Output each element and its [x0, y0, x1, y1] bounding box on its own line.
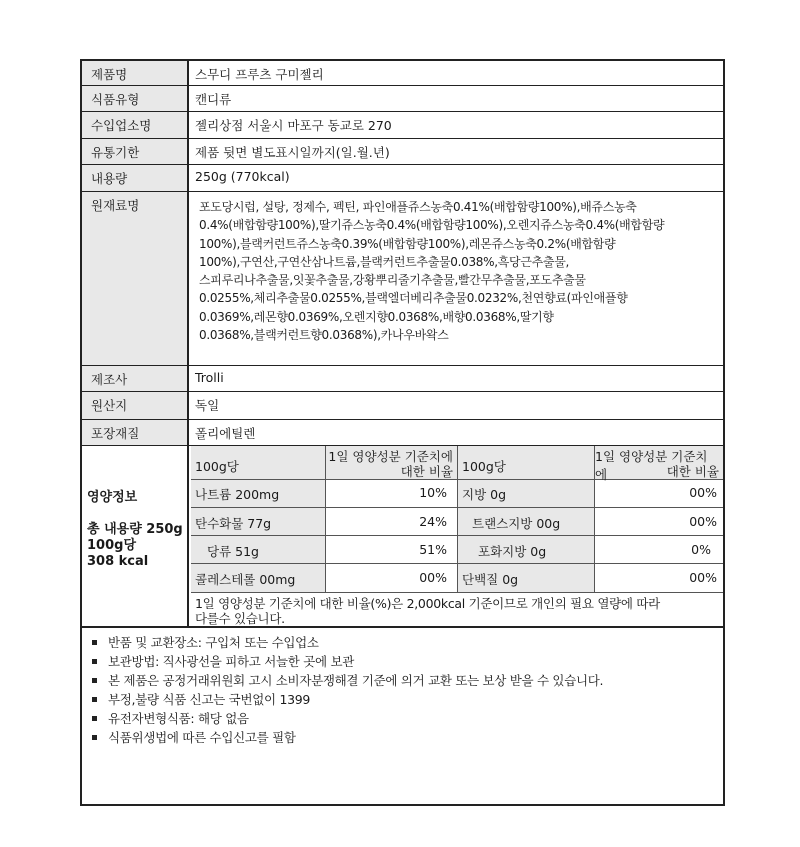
label-packaging: 포장재질 [82, 420, 189, 445]
value-expiry: 제품 뒷면 별도표시일까지(일.월.년) [195, 145, 390, 160]
bullet-icon [92, 659, 97, 664]
ingredients-line: 0.0369%,레몬향0.0369%,오렌지향0.0368%,배향0.0368%,딸기향 [199, 309, 554, 324]
ingredients-line: 100%),구연산,구연산삼나트륨,블랙커런트추출물0.038%,흑당근추출물, [199, 254, 570, 269]
nutrient-name: 탄수화물 77g [191, 508, 326, 536]
value-product-name: 스무디 프루츠 구미젤리 [195, 67, 324, 82]
nutrient-pct: 00% [595, 508, 723, 536]
label-importer: 수입업소명 [82, 112, 189, 138]
nutrition-title: 영양정보 [87, 490, 138, 505]
value-packaging: 폴리에틸렌 [195, 426, 256, 441]
nutrition-total-line: 총 내용량 250g [87, 522, 183, 537]
nutrient-pct: 51% [326, 536, 458, 564]
ingredients-line: 0.4%(배합함량100%),딸기쥬스농축0.4%(배합함량100%),오렌지쥬스농축0.4%(배합함량 [199, 218, 665, 233]
row-net-content [82, 165, 723, 192]
label-product-name: 제품명 [82, 61, 189, 85]
bullet-icon [92, 678, 97, 683]
value-food-type: 캔디류 [195, 92, 232, 107]
nutrition-note-line: 1일 영양성분 기준치에 대한 비율(%)은 2,000kcal 기준이므로 개인의 필요 열량에 따라 [195, 596, 660, 611]
value-manufacturer: Trolli [195, 370, 224, 385]
row-ingredients [82, 192, 723, 366]
ingredients-line: 0.0368%,블랙커런트향0.0368%),카나우바왁스 [199, 328, 449, 343]
notice-item: 본 제품은 공정거래위원회 고시 소비자분쟁해결 기준에 의거 교환 또는 보상 받을 수 있습니다. [82, 671, 723, 690]
bullet-icon [92, 640, 97, 645]
ingredients-line: 스피루리나추출물,잇꽃추출물,강황뿌리줄기추출물,빨간무추출물,포도추출물 [199, 273, 586, 288]
bullet-icon [92, 697, 97, 702]
nutrition-total-line: 308 kcal [87, 554, 149, 569]
nutrient-pct: 10% [326, 480, 458, 508]
label-origin: 원산지 [82, 392, 189, 419]
notice-item: 유전자변형식품: 해당 없음 [82, 709, 723, 728]
product-info-table [80, 59, 725, 806]
nutrition-header-per-100g-right: 100g당 [458, 446, 595, 480]
nutrient-pct: 00% [326, 564, 458, 593]
bullet-icon [92, 716, 97, 721]
value-net-content: 250g (770kcal) [195, 169, 290, 184]
value-ingredients [189, 192, 723, 365]
nutrition-header-ratio-right: 1일 영양성분 기준치에 대한 비율 [595, 446, 723, 480]
row-origin [82, 392, 723, 420]
row-importer [82, 112, 723, 139]
row-nutrition [82, 446, 723, 628]
nutrient-pct: 0% [595, 536, 723, 564]
label-net-content: 내용량 [82, 165, 189, 191]
ingredients-line: 포도당시럽, 설탕, 정제수, 펙틴, 파인애플쥬스농축0.41%(배합함량100%),배쥬스농축 [199, 200, 637, 214]
notice-item: 부정,불량 식품 신고는 국번없이 1399 [82, 690, 723, 709]
nutrition-header-ratio: 1일 영양성분 기준치에 대한 비율 [326, 446, 458, 480]
nutrient-pct: 00% [595, 564, 723, 593]
notice-item: 보관방법: 직사광선을 피하고 서늘한 곳에 보관 [82, 652, 723, 671]
nutrient-name: 트랜스지방 00g [458, 508, 595, 536]
row-packaging [82, 420, 723, 446]
row-manufacturer [82, 366, 723, 392]
nutrient-pct: 24% [326, 508, 458, 536]
row-expiry [82, 139, 723, 165]
row-product-name [82, 61, 723, 86]
nutrition-label-cell [82, 446, 189, 626]
label-expiry: 유통기한 [82, 139, 189, 164]
label-food-type: 식품유형 [82, 86, 189, 111]
ingredients-line: 0.0255%,체리추출물0.0255%,블랙엘더베리추출물0.0232%,천연향료(파인애플향 [199, 291, 628, 306]
nutrient-name: 콜레스테롤 00mg [191, 564, 326, 593]
nutrition-total-line: 100g당 [87, 538, 136, 553]
nutrient-name: 지방 0g [458, 480, 595, 508]
bullet-icon [92, 735, 97, 740]
nutrient-name: 단백질 0g [458, 564, 595, 593]
ingredients-line: 100%),블랙커런트쥬스농축0.39%(배합함량100%),레몬쥬스농축0.2%(배합함량 [199, 236, 616, 251]
value-origin: 독일 [195, 398, 220, 413]
notice-item: 반품 및 교환장소: 구입처 또는 수입업소 [82, 633, 723, 652]
row-food-type [82, 86, 723, 112]
nutrition-note-line: 다를수 있습니다. [195, 611, 285, 626]
nutrition-note [191, 593, 723, 626]
notice-item: 식품위생법에 따른 수입신고를 필함 [82, 728, 723, 747]
label-ingredients: 원재료명 [82, 192, 189, 365]
nutrient-name: 나트륨 200mg [191, 480, 326, 508]
notice-list [82, 633, 723, 747]
nutrient-name: 당류 51g [191, 536, 326, 564]
nutrient-name: 포화지방 0g [458, 536, 595, 564]
nutrition-total [87, 522, 183, 570]
value-importer: 젤리상점 서울시 마포구 동교로 270 [195, 118, 392, 133]
label-manufacturer: 제조사 [82, 366, 189, 391]
nutrient-pct: 00% [595, 480, 723, 508]
nutrition-header-per-100g: 100g당 [191, 446, 326, 480]
